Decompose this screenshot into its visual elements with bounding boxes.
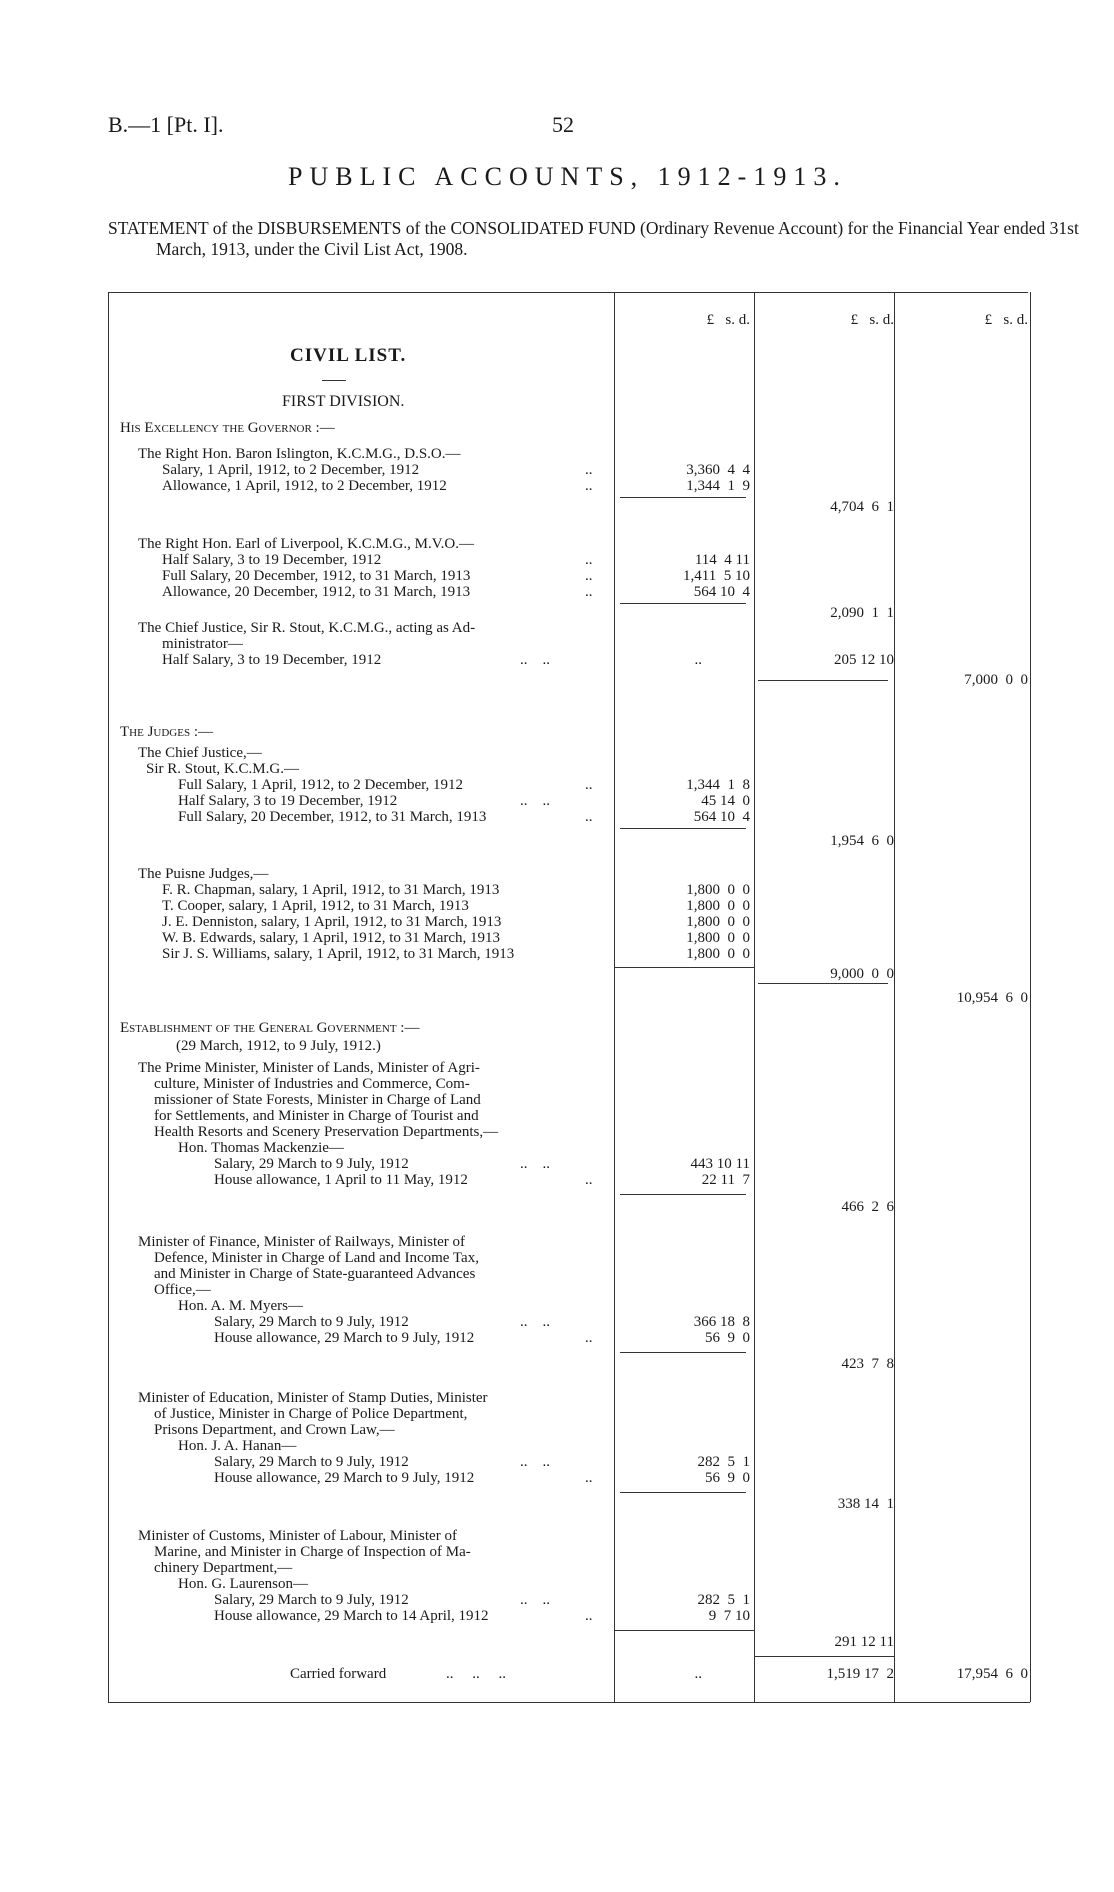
- stout-full2: Full Salary, 20 December, 1912, to 31 March, 1913: [178, 809, 487, 825]
- islington-allowance-amount: 1,344 1 9: [686, 478, 750, 494]
- subtotal-rule: [620, 1352, 746, 1353]
- finance-person: Hon. A. M. Myers—: [178, 1298, 304, 1314]
- puisne-row-amount: 1,800 0 0: [686, 882, 750, 898]
- finance-house: House allowance, 29 March to 9 July, 1912: [214, 1330, 475, 1346]
- subtotal-rule: [620, 497, 746, 498]
- pm-total: 466 2 6: [841, 1199, 894, 1215]
- judges-heading: The Judges :—: [120, 724, 213, 740]
- education-salary: Salary, 29 March to 9 July, 1912: [214, 1454, 409, 1470]
- education-salary-amount: 282 5 1: [697, 1454, 750, 1470]
- education-total: 338 14 1: [837, 1496, 894, 1512]
- stout-half-amount: 45 14 0: [701, 793, 750, 809]
- puisne-row: T. Cooper, salary, 1 April, 1912, to 31 March, 1913: [162, 898, 469, 914]
- col2-rule: [754, 292, 755, 1702]
- carried-forward-c3: 17,954 6 0: [956, 1666, 1028, 1682]
- table-left-rule: [108, 292, 109, 1702]
- education-title-line: of Justice, Minister in Charge of Police Department,: [154, 1406, 468, 1422]
- total-rule: [758, 680, 888, 681]
- page-reference: B.—1 [Pt. I].: [108, 112, 224, 137]
- liverpool-total: 2,090 1 1: [830, 605, 894, 621]
- carried-forward-label: Carried forward: [290, 1666, 387, 1682]
- finance-salary-amount: 366 18 8: [693, 1314, 750, 1330]
- puisne-row: J. E. Denniston, salary, 1 April, 1912, to 31 March, 1913: [162, 914, 502, 930]
- table-bottom-rule: [108, 1702, 1030, 1703]
- judges-grand-total: 10,954 6 0: [956, 990, 1028, 1006]
- pm-title-line: culture, Minister of Industries and Commerce, Com-: [154, 1076, 470, 1092]
- customs-house-amount: 9 7 10: [708, 1608, 750, 1624]
- division-title: FIRST DIVISION.: [282, 393, 405, 410]
- subtotal-rule: [620, 828, 746, 829]
- stout-half: Half Salary, 3 to 19 December, 1912: [178, 793, 398, 809]
- governor-grand-total: 7,000 0 0: [964, 672, 1028, 688]
- col3-header: £ s. d.: [984, 312, 1028, 328]
- stout-name: Sir R. Stout, K.C.M.G.—: [146, 761, 299, 777]
- establishment-period: (29 March, 1912, to 9 July, 1912.): [176, 1038, 381, 1054]
- customs-salary-amount: 282 5 1: [697, 1592, 750, 1608]
- puisne-row-amount: 1,800 0 0: [686, 930, 750, 946]
- subtotal-rule: [620, 603, 746, 604]
- puisne-row: W. B. Edwards, salary, 1 April, 1912, to 31 March, 1913: [162, 930, 501, 946]
- finance-total: 423 7 8: [841, 1356, 894, 1372]
- subtotal-rule: [620, 1194, 746, 1195]
- pm-person: Hon. Thomas Mackenzie—: [178, 1140, 344, 1156]
- customs-person: Hon. G. Laurenson—: [178, 1576, 308, 1592]
- liverpool-half-amount: 114 4 11: [694, 552, 750, 568]
- section-divider: [322, 380, 346, 381]
- customs-title-line: Minister of Customs, Minister of Labour, Minister of: [138, 1528, 457, 1544]
- puisne-row-amount: 1,800 0 0: [686, 946, 750, 962]
- islington-total: 4,704 6 1: [830, 499, 894, 515]
- puisne-label: The Puisne Judges,—: [138, 866, 269, 882]
- pm-title-line: for Settlements, and Minister in Charge of Tourist and: [154, 1108, 479, 1124]
- stout-full1: Full Salary, 1 April, 1912, to 2 December, 1912: [178, 777, 464, 793]
- education-title-line: Prisons Department, and Crown Law,—: [154, 1422, 395, 1438]
- subtotal-rule: [614, 1630, 754, 1631]
- pm-salary-amount: 443 10 11: [690, 1156, 750, 1172]
- col1-header: £ s. d.: [706, 312, 750, 328]
- islington-allowance: Allowance, 1 April, 1912, to 2 December, 1912: [162, 478, 447, 494]
- subtotal-rule: [614, 967, 754, 968]
- liverpool-full: Full Salary, 20 December, 1912, to 31 March, 1913: [162, 568, 471, 584]
- cj-admin-name: The Chief Justice, Sir R. Stout, K.C.M.G., acting as Ad-: [138, 620, 476, 636]
- governor-heading: His Excellency the Governor :—: [120, 420, 335, 436]
- stout-full1-amount: 1,344 1 8: [686, 777, 750, 793]
- chief-justice-label: The Chief Justice,—: [138, 745, 262, 761]
- page-number: 52: [552, 112, 574, 137]
- customs-title-line: chinery Department,—: [154, 1560, 293, 1576]
- puisne-row: F. R. Chapman, salary, 1 April, 1912, to 31 March, 1913: [162, 882, 500, 898]
- pm-house: House allowance, 1 April to 11 May, 1912: [214, 1172, 468, 1188]
- chief-justice-total: 1,954 6 0: [830, 833, 894, 849]
- finance-house-amount: 56 9 0: [705, 1330, 750, 1346]
- finance-salary: Salary, 29 March to 9 July, 1912: [214, 1314, 409, 1330]
- liverpool-allowance-amount: 564 10 4: [693, 584, 750, 600]
- customs-house: House allowance, 29 March to 14 April, 1912: [214, 1608, 489, 1624]
- liverpool-name: The Right Hon. Earl of Liverpool, K.C.M.G., M.V.O.—: [138, 536, 474, 552]
- education-title-line: Minister of Education, Minister of Stamp Duties, Minister: [138, 1390, 488, 1406]
- col1-rule: [614, 292, 615, 1702]
- cj-admin-half: Half Salary, 3 to 19 December, 1912: [162, 652, 382, 668]
- education-house: House allowance, 29 March to 9 July, 1912: [214, 1470, 475, 1486]
- finance-title-line: Office,—: [154, 1282, 211, 1298]
- puisne-total: 9,000 0 0: [830, 966, 894, 982]
- puisne-row-amount: 1,800 0 0: [686, 898, 750, 914]
- pm-title-line: Health Resorts and Scenery Preservation Departments,—: [154, 1124, 499, 1140]
- stout-full2-amount: 564 10 4: [693, 809, 750, 825]
- puisne-row: Sir J. S. Williams, salary, 1 April, 1912, to 31 March, 1913: [162, 946, 515, 962]
- total-rule: [758, 983, 888, 984]
- education-person: Hon. J. A. Hanan—: [178, 1438, 297, 1454]
- finance-title-line: and Minister in Charge of State-guaranteed Advances: [154, 1266, 476, 1282]
- establishment-heading: Establishment of the General Government :—: [120, 1020, 420, 1036]
- liverpool-allowance: Allowance, 20 December, 1912, to 31 March, 1913: [162, 584, 471, 600]
- islington-name: The Right Hon. Baron Islington, K.C.M.G., D.S.O.—: [138, 446, 461, 462]
- customs-salary: Salary, 29 March to 9 July, 1912: [214, 1592, 409, 1608]
- puisne-row-amount: 1,800 0 0: [686, 914, 750, 930]
- liverpool-full-amount: 1,411 5 10: [683, 568, 750, 584]
- subtotal-rule: [620, 1492, 746, 1493]
- page-title: PUBLIC ACCOUNTS, 1912-1913.: [288, 162, 847, 191]
- pm-house-amount: 22 11 7: [701, 1172, 750, 1188]
- col3-rule: [894, 292, 895, 1702]
- cj-admin-total: 205 12 10: [834, 652, 894, 668]
- cj-admin-c1: ..: [694, 652, 702, 668]
- liverpool-half: Half Salary, 3 to 19 December, 1912: [162, 552, 382, 568]
- cj-admin-name-cont: ministrator—: [162, 636, 243, 652]
- carried-forward-c1: ..: [694, 1666, 702, 1682]
- customs-total: 291 12 11: [834, 1634, 894, 1650]
- col2-header: £ s. d.: [850, 312, 894, 328]
- customs-title-line: Marine, and Minister in Charge of Inspection of Ma-: [154, 1544, 471, 1560]
- islington-salary-amount: 3,360 4 4: [686, 462, 750, 478]
- table-top-rule: [108, 292, 1028, 293]
- pm-title-line: missioner of State Forests, Minister in Charge of Land: [154, 1092, 481, 1108]
- education-house-amount: 56 9 0: [705, 1470, 750, 1486]
- section-title: CIVIL LIST.: [290, 345, 407, 366]
- finance-title-line: Minister of Finance, Minister of Railways, Minister of: [138, 1234, 466, 1250]
- pm-salary: Salary, 29 March to 9 July, 1912: [214, 1156, 409, 1172]
- statement-heading: STATEMENT of the DISBURSEMENTS of the CONSOLIDATED FUND (Ordinary Revenue Account) for the Financial Year ended 31st March, 1913, under the Civil List Act, 1908.: [108, 218, 1079, 259]
- islington-salary: Salary, 1 April, 1912, to 2 December, 1912: [162, 462, 420, 478]
- carried-forward-c2: 1,519 17 2: [826, 1666, 894, 1682]
- table-right-rule: [1030, 292, 1031, 1702]
- total-rule: [754, 1656, 894, 1657]
- finance-title-line: Defence, Minister in Charge of Land and Income Tax,: [154, 1250, 479, 1266]
- pm-title-line: The Prime Minister, Minister of Lands, Minister of Agri-: [138, 1060, 480, 1076]
